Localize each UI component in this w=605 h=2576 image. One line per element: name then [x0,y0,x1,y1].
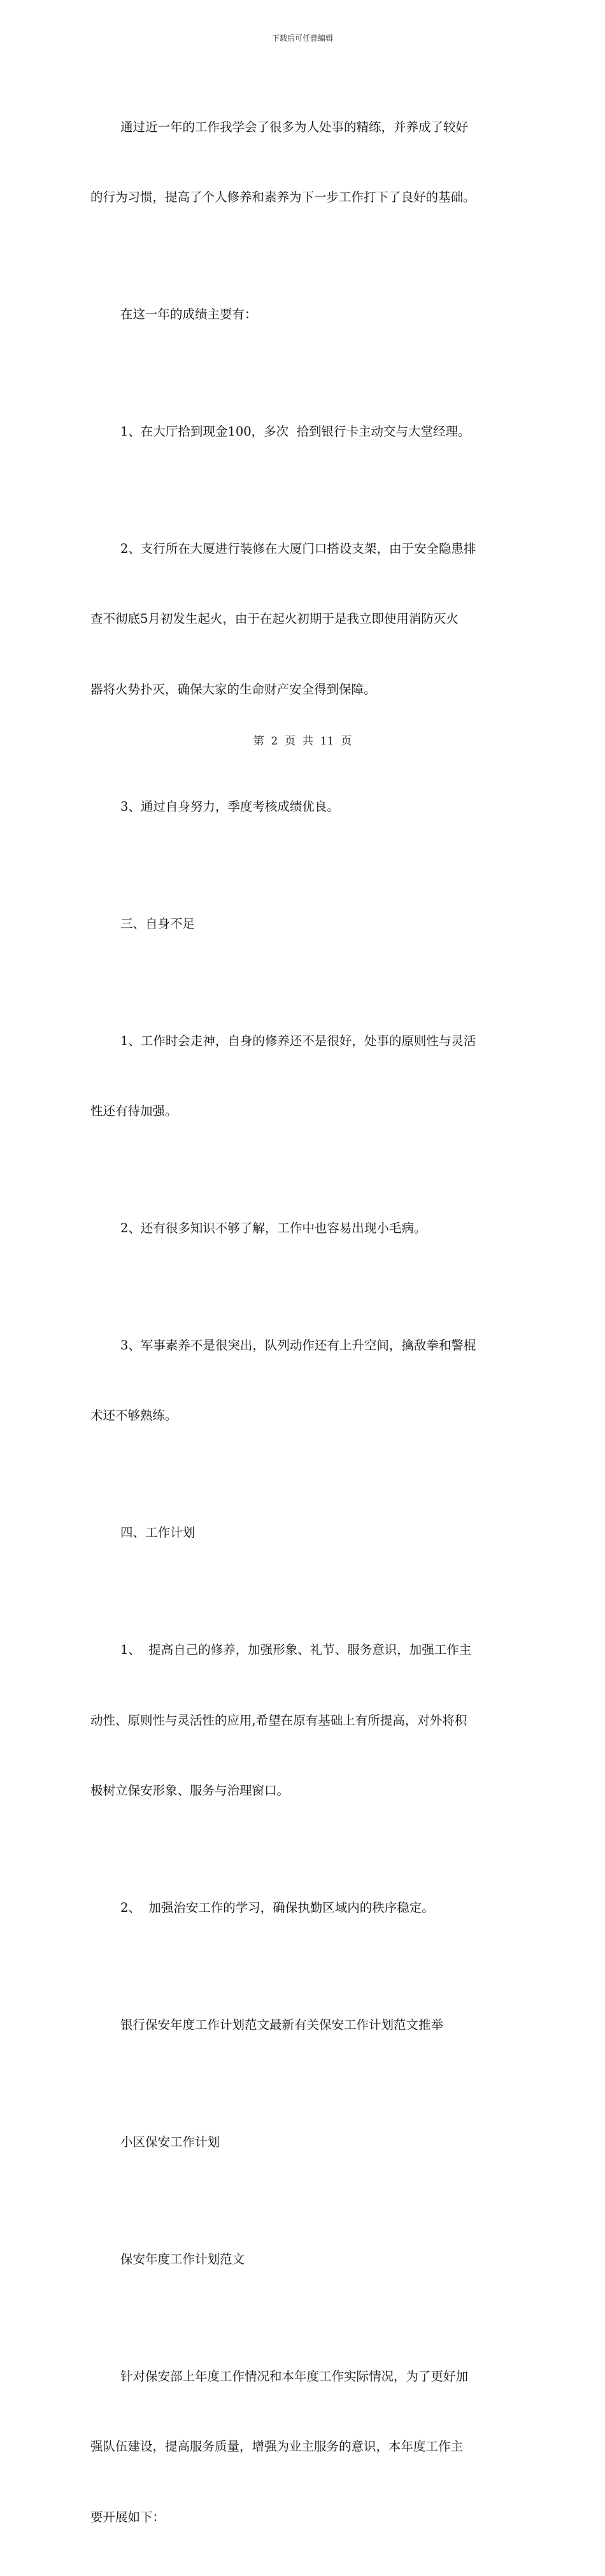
paragraph-line: 2、还有很多知识不够了解，工作中也容易出现小毛病。 [90,1217,517,1241]
paragraph-line: 四、工作计划 [90,1521,517,1545]
paragraph-line: 在这一年的成绩主要有： [90,303,517,327]
paragraph-line: 术还不够熟练。 [90,1404,517,1428]
paragraph-line: 1、在大厅拾到现金100，多次 拾到银行卡主动交与大堂经理。 [90,420,517,444]
paragraph [90,256,517,373]
paragraph-line: 1、工作时会走神，自身的修养还不是很好，处事的原则性与灵活 [90,1030,517,1053]
paragraph-line: 3、军事素养不是很突出，队列动作还有上升空间，擒敌拳和警棍 [90,1334,517,1358]
paragraph [90,69,517,256]
paragraph-line: 2、 加强治安工作的学习，确保执勤区域内的秩序稳定。 [90,1896,517,1920]
paragraph-line: 通过近一年的工作我学会了很多为人处事的精练，并养成了较好 [90,116,517,139]
paragraph-line: 3、通过自身努力，季度考核成绩优良。 [90,795,517,819]
paragraph [90,983,517,1170]
paragraph [90,1170,517,1287]
paragraph [90,373,517,490]
page-header: 下载后可任意编辑 [0,33,605,43]
paragraph [90,1592,517,1850]
paragraph-line: 查不彻底5月初发生起火，由于在起火初期于是我立即使用消防灭火 [90,608,517,631]
paragraph [90,490,517,748]
paragraph-line: 动性、原则性与灵活性的应用,希望在原有基础上有所提高，对外将积 [90,1709,517,1733]
paragraph [90,1850,517,1967]
paragraph-line: 保安年度工作计划范文 [90,2248,517,2272]
paragraph-line: 小区保安工作计划 [90,2131,517,2154]
paragraph-line: 性还有待加强。 [90,1100,517,1123]
section-heading [90,1475,517,1592]
page-number-footer: 第 2 页 共 11 页 [0,734,605,748]
paragraph-line: 2、支行所在大厦进行装修在大厦门口搭设支架，由于安全隐患排 [90,537,517,561]
paragraph [90,748,517,865]
section-heading [90,865,517,983]
paragraph-line: 三、自身不足 [90,913,517,936]
paragraph-line: 极树立保安形象、服务与治理窗口。 [90,1779,517,1803]
related-link-text [90,2202,517,2319]
document-body [90,69,517,2576]
paragraph-line: 1、 提高自己的修养，加强形象、礼节、服务意识，加强工作主 [90,1639,517,1662]
related-link-text [90,1967,517,2084]
paragraph [90,1287,517,1474]
paragraph-line: 器将火势扑灭，确保大家的生命财产安全得到保障。 [90,678,517,702]
paragraph-line: 针对保安部上年度工作情况和本年度工作实际情况，为了更好加 [90,2365,517,2389]
related-link-text [90,2084,517,2202]
paragraph-line: 强队伍建设，提高服务质量，增强为业主服务的意识，本年度工作主 [90,2435,517,2459]
paragraph-line: 的行为习惯，提高了个人修养和素养为下一步工作打下了良好的基础。 [90,186,517,210]
paragraph-line: 要开展如下： [90,2506,517,2530]
paragraph [90,2319,517,2576]
paragraph-line: 银行保安年度工作计划范文最新有关保安工作计划范文推举 [90,2014,517,2037]
